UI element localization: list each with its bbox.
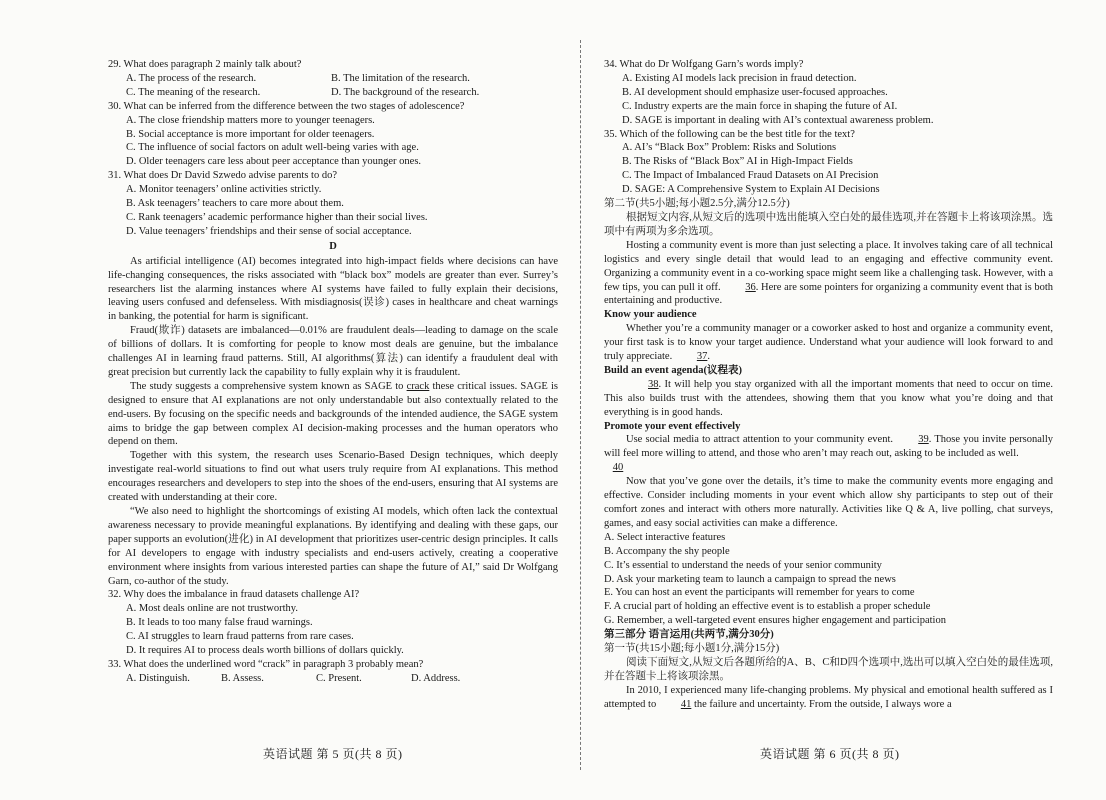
passage-d-heading: D [329, 240, 337, 252]
blank-40-line [604, 461, 1053, 475]
option-d: D. Older teenagers care less about peer acceptance than younger ones. [126, 156, 422, 168]
question-32 [108, 588, 558, 658]
option-c: C. Rank teenagers’ academic performance higher than their social lives. [126, 211, 428, 223]
option-c: C. AI struggles to learn fraud patterns from rare cases. [126, 631, 354, 643]
option-b: B. Assess. [221, 672, 264, 684]
option-a: A. Select interactive features [604, 531, 726, 543]
option-b: B. It leads to too many false fraud warnings. [126, 617, 313, 629]
heading-know-audience: Know your audience [604, 309, 697, 321]
question-stem: 30. What can be inferred from the difference between the two stages of adolescence? [108, 100, 465, 112]
option-f: F. A crucial part of holding an effective event is to establish a proper schedule [604, 601, 931, 613]
passage-paragraph-2: Fraud(欺诈) datasets are imbalanced—0.01% are fraudulent deals—leading to damage on the scale of billions of dollars. It is comforting for people to know most deals are genuine, but the imbalance challenges AI in learning fraud patterns. Still, AI algorithms(算法) can identify a fraudulent deal with great precision but currently lack the capability to fully explain why it is fraudulent. [108, 325, 558, 378]
blank-40: 40 [612, 462, 624, 474]
cloze-paragraph-3: 38. It will help you stay organized with all the important moments that need to occur on time. This also builds trust with the attendees, showing them that you know what you’re doing and that everything is in good hands. [604, 378, 1053, 418]
option-d: D. The background of the research. [331, 86, 480, 98]
question-34 [604, 58, 1053, 128]
answer-options [604, 531, 1053, 628]
heading-promote-event: Promote your event effectively [604, 420, 741, 432]
question-29 [108, 58, 558, 100]
option-b: B. Social acceptance is more important for older teenagers. [126, 128, 375, 140]
option-b: B. The Risks of “Black Box” AI in High-Impact Fields [622, 156, 853, 168]
question-31 [108, 169, 558, 239]
question-stem: 31. What does Dr David Szwedo advise parents to do? [108, 170, 338, 182]
underlined-word-crack: crack [406, 380, 430, 392]
option-c: C. The meaning of the research. [126, 86, 261, 98]
option-a: A. AI’s “Black Box” Problem: Risks and Solutions [622, 142, 837, 154]
option-a: A. Monitor teenagers’ online activities strictly. [126, 184, 322, 196]
option-a: A. Distinguish. [126, 672, 190, 684]
cloze-paragraph-4: Use social media to attract attention to your community event. 39. Those you invite personally will feel more willing to attend, and those who aren’t may reach out, asking to be included as well. [604, 434, 1054, 460]
blank-37: 37 [696, 351, 708, 363]
option-d: D. Ask your marketing team to launch a campaign to spread the news [604, 573, 896, 585]
blank-39: 39 [918, 434, 929, 446]
option-b: B. AI development should emphasize user-focused approaches. [622, 86, 888, 98]
option-c: C. Present. [316, 672, 362, 684]
section-2-title: 第二节(共5小题;每小题2.5分,满分12.5分) [604, 198, 790, 210]
option-a: A. The process of the research. [126, 72, 257, 84]
blank-38: 38 [648, 378, 659, 390]
part-3-section-1-title: 第一节(共15小题;每小题1分,满分15分) [604, 643, 780, 655]
blank-36: 36 [745, 281, 756, 293]
option-a: A. The close friendship matters more to younger teenagers. [126, 114, 375, 126]
option-c: C. Industry experts are the main force in shaping the future of AI. [622, 100, 898, 112]
option-d: D. Value teenagers’ friendships and their sense of social acceptance. [126, 225, 412, 237]
question-35 [604, 128, 1053, 198]
option-d: D. SAGE is important in dealing with AI’s contextual awareness problem. [622, 114, 934, 126]
section-2-instructions: 根据短文内容,从短文后的选项中选出能填入空白处的最佳选项,并在答题卡上将该项涂黑。选项中有两项为多余选项。 [604, 211, 1053, 237]
option-c: C. The Impact of Imbalanced Fraud Datasets on AI Precision [622, 170, 879, 182]
page-footer-6: 英语试题 第 6 页(共 8 页) [760, 747, 900, 761]
cloze-paragraph-1: Hosting a community event is more than just selecting a place. It involves taking care of all technical logistics and every single detail that would lead to an engaging and effective community event. Organizing a community event in a co-working space might seem like a challenging task. However, with a few tips, you can pull it off. 36. Here are some pointers for organizing a community event that is both entertaining and productive. [604, 239, 1053, 307]
option-d: D. SAGE: A Comprehensive System to Explain AI Decisions [622, 184, 880, 196]
blank-41: 41 [680, 698, 692, 710]
cloze-paragraph-6: In 2010, I experienced many life-changing problems. My physical and emotional health suffered as I attempted to 41 the failure and uncertainty. From the outside, I always wore a [604, 684, 1053, 710]
option-b: B. Accompany the shy people [604, 545, 730, 557]
page-divider [580, 40, 581, 770]
question-30 [108, 100, 558, 170]
question-33 [108, 658, 558, 686]
right-page-column [604, 58, 1053, 712]
left-page-column [108, 58, 558, 686]
option-g: G. Remember, a well-targeted event ensures higher engagement and participation [604, 615, 946, 627]
option-c: C. It’s essential to understand the needs of your senior community [604, 559, 882, 571]
question-stem: 32. Why does the imbalance in fraud datasets challenge AI? [108, 589, 360, 601]
question-stem: 29. What does paragraph 2 mainly talk about? [108, 59, 302, 70]
option-d: D. Address. [411, 672, 461, 684]
passage-paragraph-1: As artificial intelligence (AI) becomes integrated into high-impact fields where decisions can have life-changing consequences, the risks associated with “black box” models are greater than ever. Surrey’s researchers list the alarming instances where AI systems have failed to fully explain their decisions, leaving users confused and defenseless. With misdiagnosis(误诊) cases in healthcare and cheat warnings in banking, the potential for harm is significant. [108, 255, 558, 323]
option-e: E. You can host an event the participants will remember for years to come [604, 587, 915, 599]
option-b: B. The limitation of the research. [331, 72, 470, 84]
passage-paragraph-4: Together with this system, the research uses Scenario-Based Design techniques, which deeply investigate real-world situations to find out what users truly require from AI explanations. This method encourages researchers and developers to step into the shoes of the end-users, ensuring that AI systems are created with understanding at their core. [108, 450, 558, 504]
question-stem: 35. Which of the following can be the best title for the text? [604, 128, 855, 140]
heading-build-agenda: Build an event agenda(议程表) [604, 364, 742, 376]
part-3-instructions: 阅读下面短文,从短文后各题所给的A、B、C和D四个选项中,选出可以填入空白处的最佳选项,并在答题卡上将该项涂黑。 [604, 656, 1053, 682]
cloze-paragraph-5: Now that you’ve gone over the details, it’s time to make the community events more engaging and effective. Consider including moments in your event which allow shy participants to step out of their comfort zones and interact with others more naturally. Activities like Q & A, live polling, chat surveys, games, and easy social activities can make a difference. [604, 476, 1053, 529]
question-stem: 34. What do Dr Wolfgang Garn’s words imply? [604, 59, 804, 70]
page-footer-5: 英语试题 第 5 页(共 8 页) [263, 747, 403, 761]
passage-paragraph-3: The study suggests a comprehensive system known as SAGE to crack these critical issues. SAGE is designed to ensure that AI explanations are not only understandable but also contextually related to the end-users. By focusing on the specific needs and backgrounds of the intended audience, the SAGE system aims to bridge the gap between complex AI decision-making processes and the human operators who depend on them. [108, 380, 558, 448]
part-3-title: 第三部分 语言运用(共两节,满分30分) [604, 629, 774, 641]
option-d: D. It requires AI to process deals worth billions of dollars quickly. [126, 645, 404, 657]
option-a: A. Existing AI models lack precision in fraud detection. [622, 72, 857, 84]
option-a: A. Most deals online are not trustworthy. [126, 603, 298, 615]
option-b: B. Ask teenagers’ teachers to care more about them. [126, 198, 344, 210]
cloze-paragraph-2: Whether you’re a community manager or a coworker asked to host and organize a community event, your first task is to know your target audience. Understand what your audience will look forward to and truly appreciate. 37. [604, 323, 1053, 363]
passage-paragraph-5: “We also need to highlight the shortcomings of existing AI models, which often lack the contextual awareness necessary to provide meaningful explanations. By identifying and dealing with these gaps, our paper supports an evolution(进化) in AI development that prioritizes user-centric design principles. It calls for AI developers to engage with industry specialists and end-users actively, creating a cooperative environment where insights from various interested parties can shape the future of AI,” said Dr Wolfgang Garn, co-author of the study. [108, 506, 558, 587]
option-c: C. The influence of social factors on adult well-being varies with age. [126, 142, 419, 154]
question-stem: 33. What does the underlined word “crack” in paragraph 3 probably mean? [108, 658, 424, 670]
